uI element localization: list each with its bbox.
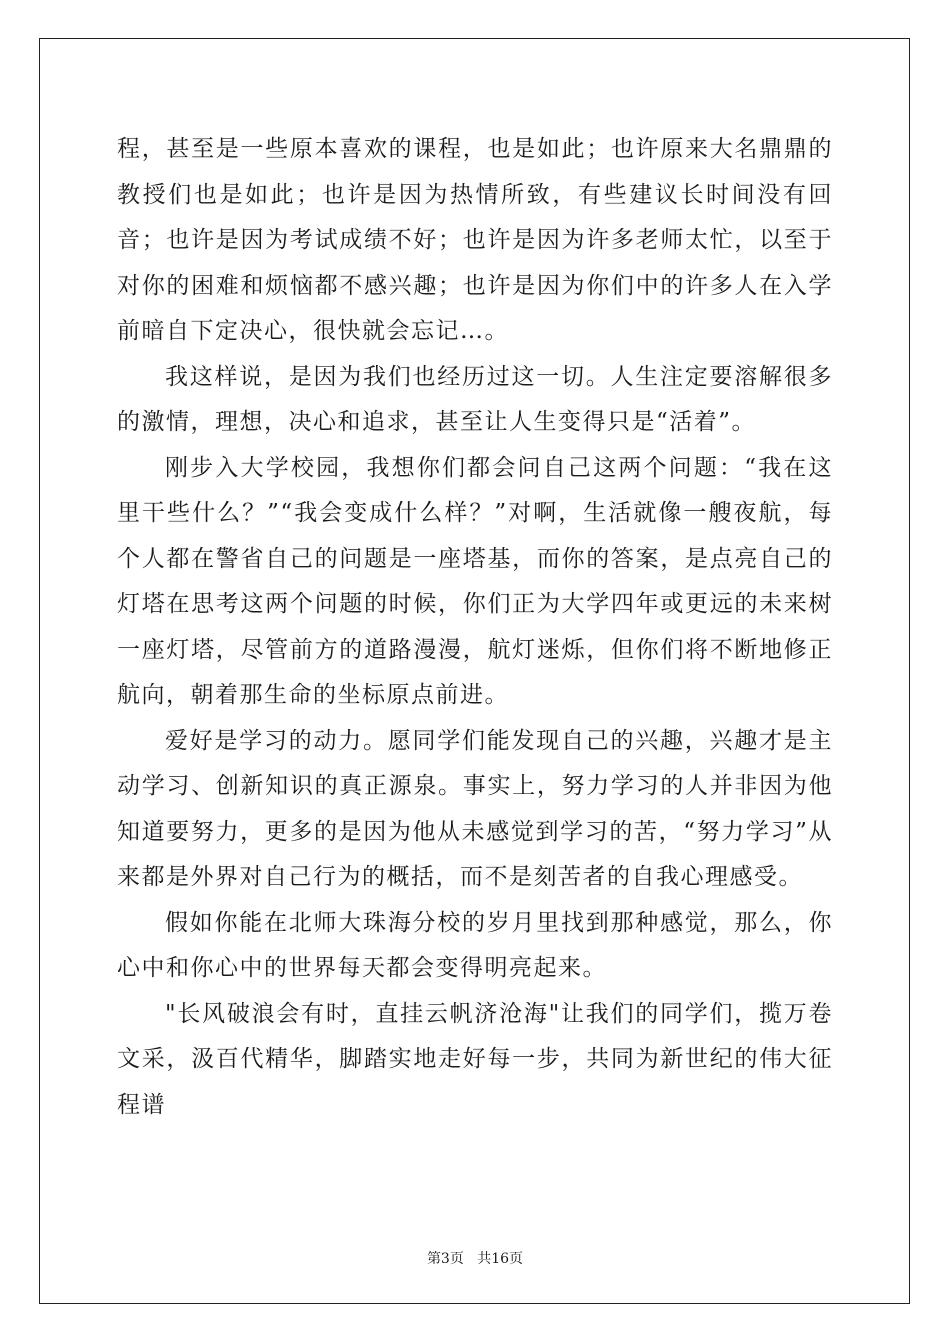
document-body — [117, 127, 833, 1128]
paragraph-3: 刚步入大学校园，我想你们都会问自己这两个问题：“我在这里干些什么？”“我会变成什么样？”对啊，生活就像一艘夜航，每个人都在警省自己的问题是一座塔基，而你的答案，是点亮自己的灯塔在思考这两个问题的时候，你们正为大学四年或更远的未来树一座灯塔，尽管前方的道路漫漫，航灯迷烁，但你们将不断地修正航向，朝着那生命的坐标原点前进。 — [117, 454, 833, 708]
paragraph-1: 程，甚至是一些原本喜欢的课程，也是如此；也许原来大名鼎鼎的教授们也是如此；也许是因为热情所致，有些建议长时间没有回音；也许是因为考试成绩不好；也许是因为许多老师太忙，以至于对你的困难和烦恼都不感兴趣；也许是因为你们中的许多人在入学前暗自下定决心，很快就会忘记…。 — [117, 136, 833, 344]
paragraph-4: 爱好是学习的动力。愿同学们能发现自己的兴趣，兴趣才是主动学习、创新知识的真正源泉。事实上，努力学习的人并非因为他知道要努力，更多的是因为他从未感觉到学习的苦，“努力学习”从来都是外界对自己行为的概括，而不是刻苦者的自我心理感受。 — [117, 727, 833, 890]
paragraph-6: "长风破浪会有时，直挂云帆济沧海"让我们的同学们，揽万卷文采，汲百代精华，脚踏实地走好每一步，共同为新世纪的伟大征程谱 — [117, 1000, 833, 1118]
paragraph-5: 假如你能在北师大珠海分校的岁月里找到那种感觉，那么，你心中和你心中的世界每天都会变得明亮起来。 — [117, 909, 833, 981]
page-total: 共16页 — [477, 1251, 524, 1267]
paragraph-2: 我这样说，是因为我们也经历过这一切。人生注定要溶解很多的激情，理想，决心和追求，甚至让人生变得只是“活着”。 — [117, 363, 833, 435]
page-footer — [0, 1248, 950, 1268]
page-number: 第3页 — [426, 1251, 464, 1267]
